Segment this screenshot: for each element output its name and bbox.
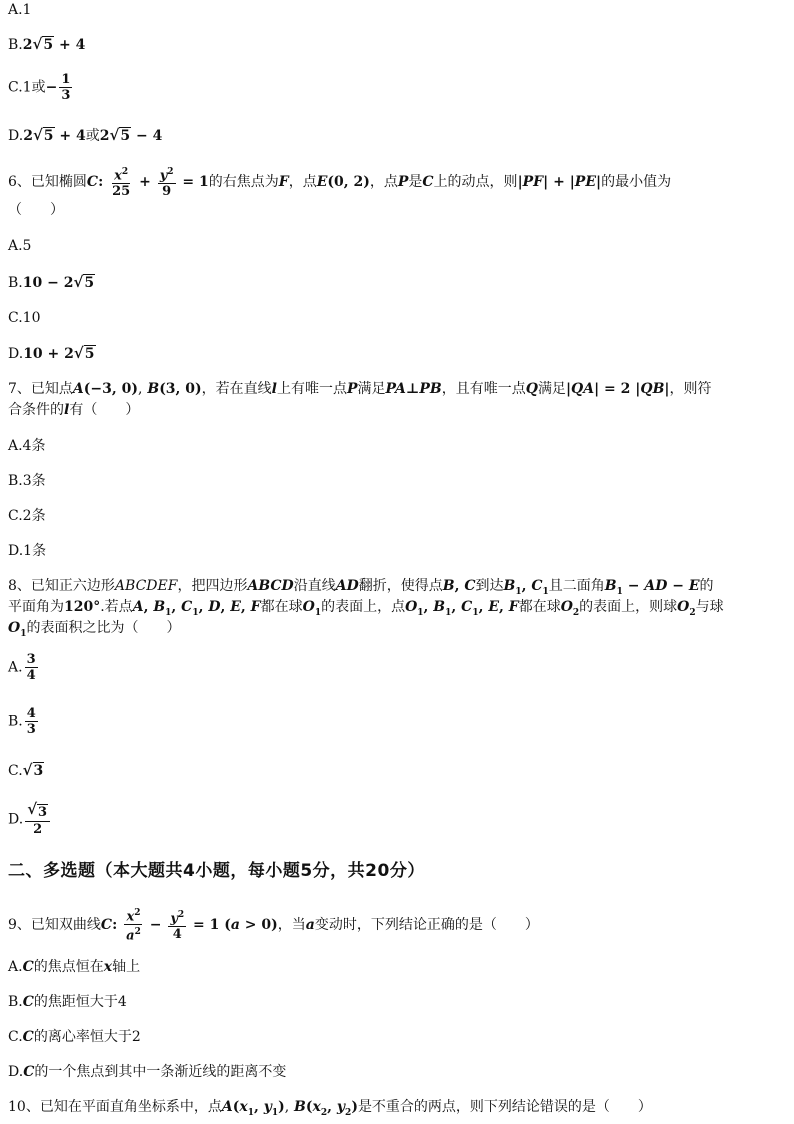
q7-stem-line1: 7、已知点A(−3, 0), B(3, 0)，若在直线l上有唯一点P满足PA⊥PB，且有唯一点Q满足|QA| = 2 |QB|，则符 xyxy=(8,381,712,397)
q9-option-a: A.C的焦点恒在x轴上 xyxy=(8,959,141,975)
q7-option-c: C.2条 xyxy=(8,508,46,524)
q5-option-d: D.2 √ 5 + 4或2 √ 5 − 4 xyxy=(8,126,163,144)
q8-option-a: A. $\frac{3}{4}$ xyxy=(8,652,36,683)
section-title: 二、多选题（本大题共4小题，每小题5分，共20分） xyxy=(8,861,425,881)
q6-stem-line2: （ ） xyxy=(8,202,64,218)
q8-stem-line3: $O_1$的表面积之比为（ ） xyxy=(8,620,181,639)
q6-option-a: A.5 xyxy=(8,238,32,254)
q10-stem: 10、已知在平面直角坐标系中，点$A(x_1$, $y_1$), $B(x_2$, $y_2$)是不重合的两点，则下列结论错误的是（ ） xyxy=(8,1099,652,1118)
q7-option-b: B.3条 xyxy=(8,473,46,489)
q6-option-b: B.10 − 2 √ 5 xyxy=(8,273,95,291)
q6-option-d: D.10 + 2 √ 5 xyxy=(8,344,95,362)
q8-stem-line2: 平面角为120°.若点A, $B_1$, $C_1$, D, E, F都在球$O_1$的表面上，点$O_1$, $B_1$, $C_1$, E, F都在球$O_2$的表面上，则球$O_2$与球 xyxy=(8,599,724,618)
q7-stem-line2: 合条件的l有（ ） xyxy=(8,402,140,418)
q8-stem-line1: 8、已知正六边形ABCDEF，把四边形ABCD沿直线AD翻折，使得点B, C到达$B_1$, $C_1$且二面角$B_1$ − AD − E的 xyxy=(8,578,714,597)
q6-stem-line1: 6、已知椭圆C: $\frac{x^2}{25}$ + $\frac{y^2}{9}$ = 1的右焦点为F，点E(0, 2)，点P是C上的动点，则|PF| + |PE|的最小值为 xyxy=(8,167,672,200)
q5-option-a: A.1 xyxy=(8,2,32,18)
q9-stem: 9、已知双曲线C: $\frac{x^2}{a^2}$ − $\frac{y^2}{4}$ = 1 (a > 0)，当a变动时，下列结论正确的是（ ） xyxy=(8,908,539,944)
q9-option-c: C.C的离心率恒大于2 xyxy=(8,1029,141,1045)
q8-option-c: C. √ 3 xyxy=(8,761,44,779)
q9-option-b: B.C的焦距恒大于4 xyxy=(8,994,127,1010)
q7-option-d: D.1条 xyxy=(8,543,47,559)
q7-option-a: A.4条 xyxy=(8,438,46,454)
q8-option-b: B. $\frac{4}{3}$ xyxy=(8,706,36,737)
q5-option-c: C.1或− $\frac{1}{3}$ xyxy=(8,72,71,103)
q5-option-b: B.2 √ 5 + 4 xyxy=(8,35,86,53)
q9-option-d: D.C的一个焦点到其中一条渐近线的距离不变 xyxy=(8,1064,287,1080)
q8-option-d: D. √ 3 2 xyxy=(8,802,52,837)
q6-option-c: C.10 xyxy=(8,310,41,326)
